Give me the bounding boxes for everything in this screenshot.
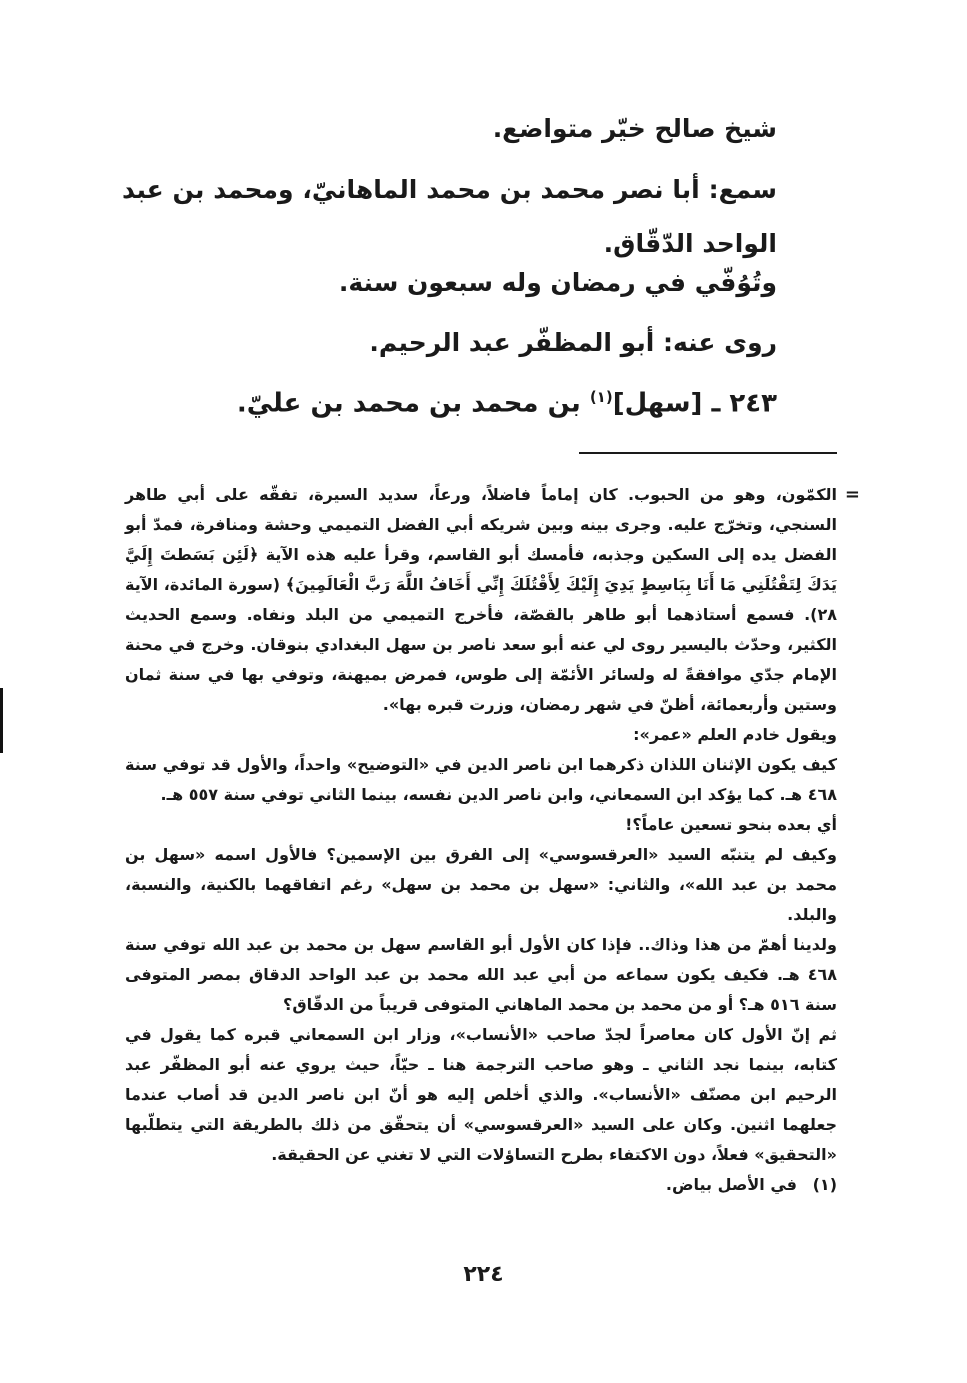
footnote-paragraph: وكيف لم يتنبّه السيد «العرقسوسي» إلى الفرق بين الإسمين؟ فالأول اسمه «سهل بن محمد بن عبد الله»، والثاني: «سهل بن محمد بن سهل» رغم اتفاقهما بالكنية، والنسبة، والبلد. xyxy=(125,845,837,924)
footnote-paragraph: ولدينا أهمّ من هذا وذاك.. فإذا كان الأول أبو القاسم سهل بن محمد بن عبد الله توفي سنة ٤٦٨ هـ. فكيف يكون سماعه من أبي عبد الله محمد بن عبد الواحد الدقاق بمصر المتوفى سنة ٥١٦ هـ؟ أو من محمد بن محمد الماهاني المتوفى قريباً من الدقّاق؟ xyxy=(125,935,837,1014)
entry-name-rest: بن محمد بن محمد بن عليّ. xyxy=(236,388,581,419)
footnote-paragraph: الكمّون، وهو من الحبوب. كان إماماً فاضلاً، ورعاً، سديد السيرة، تفقّه على أبي طاهر السنجي، وتخرّج عليه. وجرى بينه وبين شريكه أبي الفضل التميمي وحشة ومنافرة، فمدّ أبو الفضل يده إلى السكين وجذبه، فأمسك أبو القاسم، وقرأ عليه هذه الآية ﴿لَئِن بَسَطتَ إِلَيَّ يَدَكَ لِتَقْتُلَنِي مَا أَنَا بِبَاسِطٍ يَدِيَ إِلَيْكَ لِأَقْتُلَكَ إِنِّي أَخَافُ اللَّهَ رَبَّ الْعَالَمِينَ﴾ (سورة المائدة، الآية ٢٨). فسمع أستاذهما أبو طاهر بالقصّة، فأخرج التميمي من البلد ونفاه. وسمع الحديث الكثير، وحدّث باليسير روى لي عنه أبو سعد ناصر بن سهل البغدادي بنوقان. وخرج في محنة الإمام جدّي موافقةً له ولسائر الأئمّة إلى طوس، فمرض بميهنة، وتوفي بها في سنة ثمان وستين وأربعمائة، أظنّ في شهر رمضان، وزرت قبره بها». xyxy=(125,485,837,714)
entry-number-name: ٢٤٣ ـ [سهل] xyxy=(612,388,777,419)
text-line-death: وتُوُفّي في رمضان وله سبعون سنة. xyxy=(338,268,777,297)
text-line-heard-from xyxy=(122,163,837,271)
page-number: ٢٢٤ xyxy=(463,1262,504,1287)
text-line-description: شيخ صالح خيّر متواضع. xyxy=(492,114,777,143)
footnote-separator xyxy=(579,452,837,454)
scan-margin-bar xyxy=(0,688,3,753)
footnote-paragraph: كيف يكون الإثنان اللذان ذكرهما ابن ناصر الدين في «التوضيح» واحداً، والأول قد توفي سنة ٤٦٨ هـ. كما يؤكد ابن السمعاني، وابن ناصر الدين نفسه، بينما الثاني توفي سنة ٥٥٧ هـ. xyxy=(125,755,837,804)
footnote-paragraph: ويقول خادم العلم «عمر»: xyxy=(633,725,837,744)
entry-heading xyxy=(237,388,777,419)
footnote-paragraph: أي بعده بنحو تسعين عاماً؟! xyxy=(625,815,837,834)
text-line-narrated-by: روى عنه: أبو المظفّر عبد الرحيم. xyxy=(369,328,777,357)
footnotes-section xyxy=(125,480,837,1200)
footnote-reference: (١) xyxy=(589,388,613,406)
continuation-mark: = xyxy=(844,484,860,505)
footnote-paragraph: ثم إنّ الأول كان معاصراً لجدّ صاحب «الأنساب»، وزار ابن السمعاني قبره كما يقول في كتابه، بينما نجد الثاني ـ وهو صاحب الترجمة هنا ـ حيّاً، حيث يروي عنه أبو المظفّر عبد الرحيم ابن مصنّف «الأنساب». والذي أخلص إليه هو أنّ ابن ناصر الدين قد أصاب عندما جعلهما اثنين. وكان على السيد «العرقسوسي» أن يتحقّق من ذلك بالطريقة التي يتطلّبها «التحقيق» فعلاً، دون الاكتفاء بطرح التساؤلات التي لا تغني عن الحقيقة. xyxy=(125,1025,837,1164)
footnote-text: في الأصل بياض. xyxy=(665,1175,797,1194)
footnote-item xyxy=(125,1170,837,1200)
footnote-number: (١) xyxy=(812,1175,837,1194)
text-heard-from: سمع: أبا نصر محمد بن محمد الماهانيّ، ومحمد بن عبد الواحد الدّقّاق. xyxy=(122,175,777,258)
